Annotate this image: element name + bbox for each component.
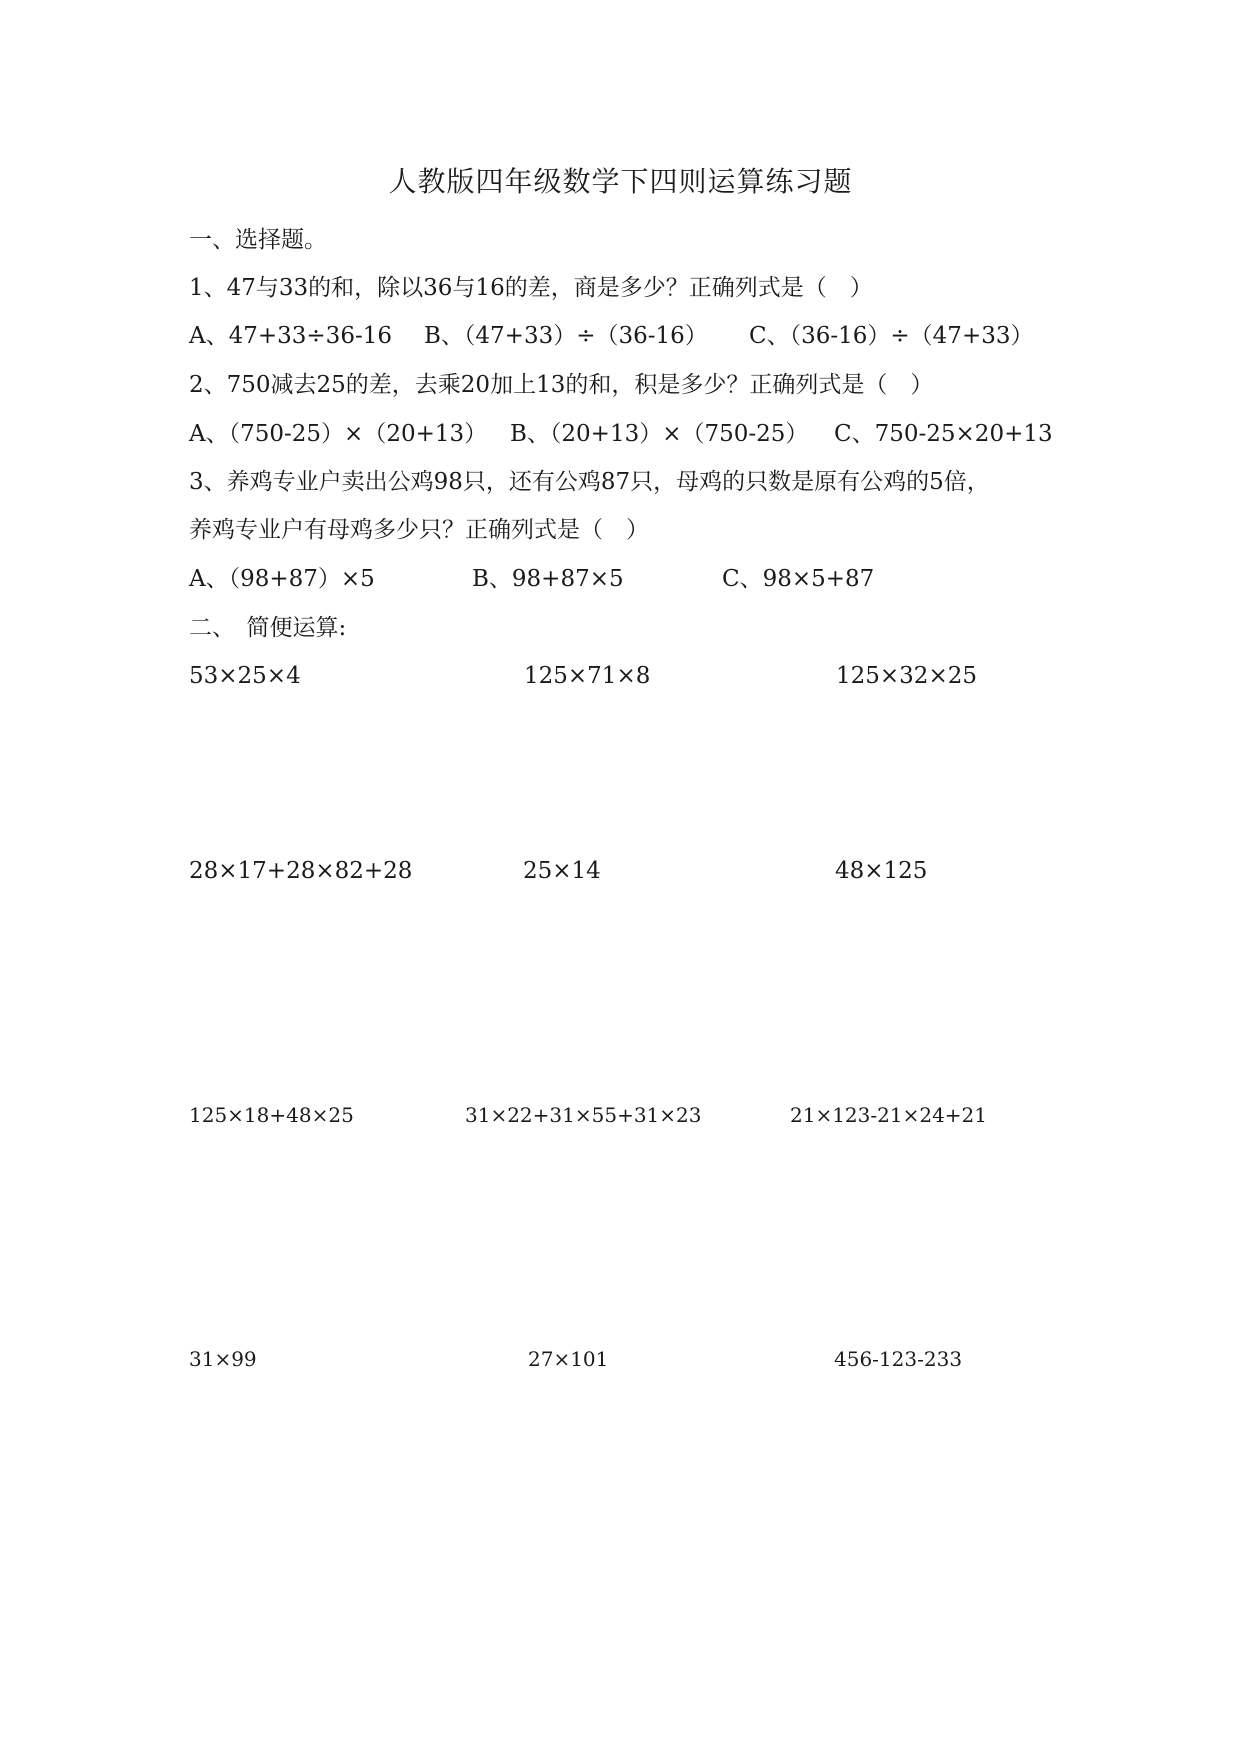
question-2-option-c: C、750-25×20+13 — [834, 421, 1053, 447]
question-3-stem-line-1: 3、养鸡专业户卖出公鸡98只，还有公鸡87只，母鸡的只数是原有公鸡的5倍， — [189, 469, 990, 495]
expression-r1c2: 125×71×8 — [524, 663, 651, 689]
question-3-stem-line-2: 养鸡专业户有母鸡多少只？正确列式是（ ） — [189, 517, 649, 543]
expression-r1c3: 125×32×25 — [836, 663, 977, 689]
question-3-option-c: C、98×5+87 — [722, 566, 875, 592]
section-heading-choice: 一、选择题。 — [189, 227, 327, 253]
question-2-option-a: A、（750-25）×（20+13） — [189, 421, 488, 447]
question-3-option-a: A、（98+87）×5 — [189, 566, 375, 592]
expression-r3c2: 31×22+31×55+31×23 — [465, 1103, 702, 1127]
section-heading-simplify: 二、 简便运算: — [189, 615, 347, 641]
question-1-stem: 1、47与33的和，除以36与16的差，商是多少？正确列式是（ ） — [189, 275, 873, 301]
question-1-option-c: C、（36-16）÷（47+33） — [749, 323, 1034, 349]
expression-r2c3: 48×125 — [835, 858, 928, 884]
question-2-option-b: B、（20+13）×（750-25） — [510, 421, 809, 447]
expression-r2c2: 25×14 — [523, 858, 601, 884]
page-title: 人教版四年级数学下四则运算练习题 — [388, 165, 853, 198]
expression-r3c3: 21×123-21×24+21 — [790, 1103, 988, 1127]
expression-r1c1: 53×25×4 — [189, 663, 301, 689]
expression-r2c1: 28×17+28×82+28 — [189, 858, 413, 884]
expression-r3c1: 125×18+48×25 — [189, 1103, 354, 1127]
expression-r4c1: 31×99 — [189, 1347, 257, 1371]
question-3-option-b: B、98+87×5 — [472, 566, 624, 592]
question-1-option-b: B、（47+33）÷（36-16） — [424, 323, 708, 349]
expression-r4c3: 456-123-233 — [834, 1347, 963, 1371]
question-1-option-a: A、47+33÷36-16 — [189, 323, 392, 349]
question-2-stem: 2、750减去25的差，去乘20加上13的和，积是多少？正确列式是（ ） — [189, 372, 934, 398]
expression-r4c2: 27×101 — [528, 1347, 609, 1371]
